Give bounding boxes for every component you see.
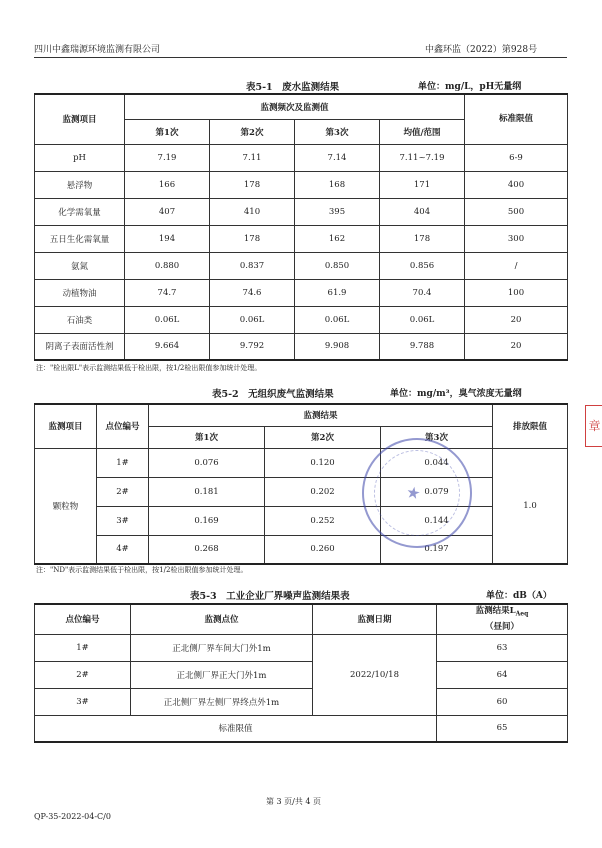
- t1-cell-v1: 7.19: [125, 144, 210, 171]
- col-item-header: 监测项目: [35, 94, 125, 144]
- t2-col-point: 点位编号: [97, 404, 149, 448]
- t1-cell-v2: 0.06L: [210, 306, 295, 333]
- t1-cell-avg: 171: [380, 171, 465, 198]
- col-group-header: 监测频次及监测值: [125, 94, 465, 119]
- t1-cell-item: 氨氮: [35, 252, 125, 279]
- t1-cell-item: 五日生化需氧量: [35, 225, 125, 252]
- page-number: 第 3 页/共 4 页: [266, 797, 322, 806]
- t1-cell-v3: 0.850: [295, 252, 380, 279]
- t2-cell-point: 3#: [97, 506, 149, 535]
- t1-cell-item: 阴离子表面活性剂: [35, 333, 125, 360]
- t1-cell-item: pH: [35, 144, 125, 171]
- table-row: [35, 198, 568, 225]
- table1-note: 注："检出限L"表示监测结果低于检出限，按1/2检出限值参加统计处理。: [36, 364, 262, 372]
- table-row: [35, 171, 568, 198]
- t2-cell-v3: 0.144: [381, 506, 493, 535]
- table-row: [35, 306, 568, 333]
- t1-cell-std: /: [465, 252, 568, 279]
- t3-std-value: 65: [437, 715, 568, 742]
- subcol-avg: 均值/范围: [380, 119, 465, 144]
- t2-cell-point: 2#: [97, 477, 149, 506]
- t1-cell-v2: 178: [210, 225, 295, 252]
- subcol-1: 第1次: [125, 119, 210, 144]
- header-company: 四川中鑫瑞源环境监测有限公司: [34, 45, 161, 55]
- t3-cell-loc: 正北侧厂界左侧厂界终点外1m: [131, 688, 313, 715]
- t2-cell-v2: 0.260: [265, 535, 381, 564]
- table-row: [35, 506, 568, 535]
- col-std-header: 标准限值: [465, 94, 568, 144]
- t1-cell-v2: 9.792: [210, 333, 295, 360]
- t2-cell-v1: 0.076: [149, 448, 265, 477]
- t3-cell-point: 1#: [35, 634, 131, 661]
- t3-cell-result: 64: [437, 661, 568, 688]
- t3-col-loc: 监测点位: [131, 604, 313, 634]
- t1-cell-item: 石油类: [35, 306, 125, 333]
- table-row: [35, 448, 568, 477]
- t1-cell-std: 400: [465, 171, 568, 198]
- t1-cell-v2: 7.11: [210, 144, 295, 171]
- header-report-number: 中鑫环监（2022）第928号: [425, 45, 538, 55]
- t1-cell-v3: 0.06L: [295, 306, 380, 333]
- t1-cell-avg: 178: [380, 225, 465, 252]
- t1-cell-v1: 74.7: [125, 279, 210, 306]
- header-rule: [34, 57, 567, 58]
- t2-cell-v2: 0.120: [265, 448, 381, 477]
- t1-cell-v1: 0.880: [125, 252, 210, 279]
- table-row: [35, 634, 568, 661]
- table-row: [35, 535, 568, 564]
- t1-cell-v1: 407: [125, 198, 210, 225]
- t2-cell-point: 1#: [97, 448, 149, 477]
- t2-cell-v1: 0.268: [149, 535, 265, 564]
- table-row: [35, 225, 568, 252]
- fugitive-gas-table: [34, 403, 568, 565]
- t1-cell-avg: 70.4: [380, 279, 465, 306]
- t1-cell-v1: 0.06L: [125, 306, 210, 333]
- t2-cell-v3: 0.044: [381, 448, 493, 477]
- t2-cell-v2: 0.202: [265, 477, 381, 506]
- table3-unit: 单位：dB（A）: [486, 591, 552, 601]
- t1-cell-item: 动植物油: [35, 279, 125, 306]
- t1-cell-v3: 7.14: [295, 144, 380, 171]
- table3-title: 表5-3 工业企业厂界噪声监测结果表: [190, 591, 350, 602]
- t1-cell-item: 化学需氧量: [35, 198, 125, 225]
- t1-cell-v3: 9.908: [295, 333, 380, 360]
- t3-col-result: 监测结果$L_{Aeq}$ （昼间）: [437, 604, 568, 634]
- t1-cell-v1: 194: [125, 225, 210, 252]
- t1-cell-v1: 9.664: [125, 333, 210, 360]
- t3-col-point: 点位编号: [35, 604, 131, 634]
- table-row: [35, 144, 568, 171]
- t2-cell-v3: 0.079: [381, 477, 493, 506]
- t1-cell-std: 500: [465, 198, 568, 225]
- t3-cell-point: 3#: [35, 688, 131, 715]
- t1-cell-std: 20: [465, 306, 568, 333]
- t1-cell-std: 6-9: [465, 144, 568, 171]
- t2-cell-point: 4#: [97, 535, 149, 564]
- table-row: [35, 477, 568, 506]
- t2-subcol-2: 第2次: [265, 426, 381, 448]
- form-code: QP-35-2022-04-C/0: [34, 812, 111, 821]
- t1-cell-avg: 404: [380, 198, 465, 225]
- t1-cell-v3: 395: [295, 198, 380, 225]
- t2-col-group: 监测结果: [149, 404, 493, 426]
- company-seal: ★: [343, 419, 492, 568]
- wastewater-table: [34, 93, 568, 361]
- t2-std: 1.0: [493, 448, 568, 564]
- subcol-3: 第3次: [295, 119, 380, 144]
- t1-cell-v2: 178: [210, 171, 295, 198]
- table-row: [35, 279, 568, 306]
- t2-cell-v1: 0.169: [149, 506, 265, 535]
- t1-cell-v1: 166: [125, 171, 210, 198]
- t1-cell-v3: 61.9: [295, 279, 380, 306]
- t1-cell-v2: 0.837: [210, 252, 295, 279]
- t3-cell-loc: 正北侧厂界正大门外1m: [131, 661, 313, 688]
- table1-unit: 单位：mg/L，pH无量纲: [418, 82, 522, 92]
- table-row: [35, 333, 568, 360]
- t1-cell-std: 20: [465, 333, 568, 360]
- table-row: [35, 715, 568, 742]
- t2-cell-v2: 0.252: [265, 506, 381, 535]
- t3-cell-point: 2#: [35, 661, 131, 688]
- t1-cell-avg: 0.856: [380, 252, 465, 279]
- t1-cell-v3: 168: [295, 171, 380, 198]
- t1-cell-v3: 162: [295, 225, 380, 252]
- t1-cell-v2: 410: [210, 198, 295, 225]
- table1-title: 表5-1 废水监测结果: [246, 82, 340, 93]
- t1-cell-avg: 7.11~7.19: [380, 144, 465, 171]
- noise-table: [34, 603, 568, 743]
- t2-col-item: 监测项目: [35, 404, 97, 448]
- t2-cell-v1: 0.181: [149, 477, 265, 506]
- t3-cell-result: 63: [437, 634, 568, 661]
- t1-cell-v2: 74.6: [210, 279, 295, 306]
- t3-date: 2022/10/18: [313, 634, 437, 715]
- t3-std-label: 标准限值: [35, 715, 437, 742]
- side-seal-mark: 章: [585, 405, 602, 447]
- t2-item: 颗粒物: [35, 448, 97, 564]
- t2-subcol-1: 第1次: [149, 426, 265, 448]
- t2-cell-v3: 0.197: [381, 535, 493, 564]
- t3-cell-loc: 正北侧厂界车间大门外1m: [131, 634, 313, 661]
- table2-note: 注："ND"表示监测结果低于检出限，按1/2检出限值参加统计处理。: [36, 566, 248, 574]
- t2-subcol-3: 第3次: [381, 426, 493, 448]
- t3-col-date: 监测日期: [313, 604, 437, 634]
- t1-cell-item: 悬浮物: [35, 171, 125, 198]
- t1-cell-std: 100: [465, 279, 568, 306]
- t3-cell-result: 60: [437, 688, 568, 715]
- t1-cell-avg: 9.788: [380, 333, 465, 360]
- table2-title: 表5-2 无组织废气监测结果: [212, 389, 334, 400]
- t2-col-std: 排放限值: [493, 404, 568, 448]
- table-row: [35, 688, 568, 715]
- table-row: [35, 252, 568, 279]
- t1-cell-std: 300: [465, 225, 568, 252]
- subcol-2: 第2次: [210, 119, 295, 144]
- t1-cell-avg: 0.06L: [380, 306, 465, 333]
- table-row: [35, 661, 568, 688]
- table2-unit: 单位：mg/m³，臭气浓度无量纲: [390, 389, 522, 399]
